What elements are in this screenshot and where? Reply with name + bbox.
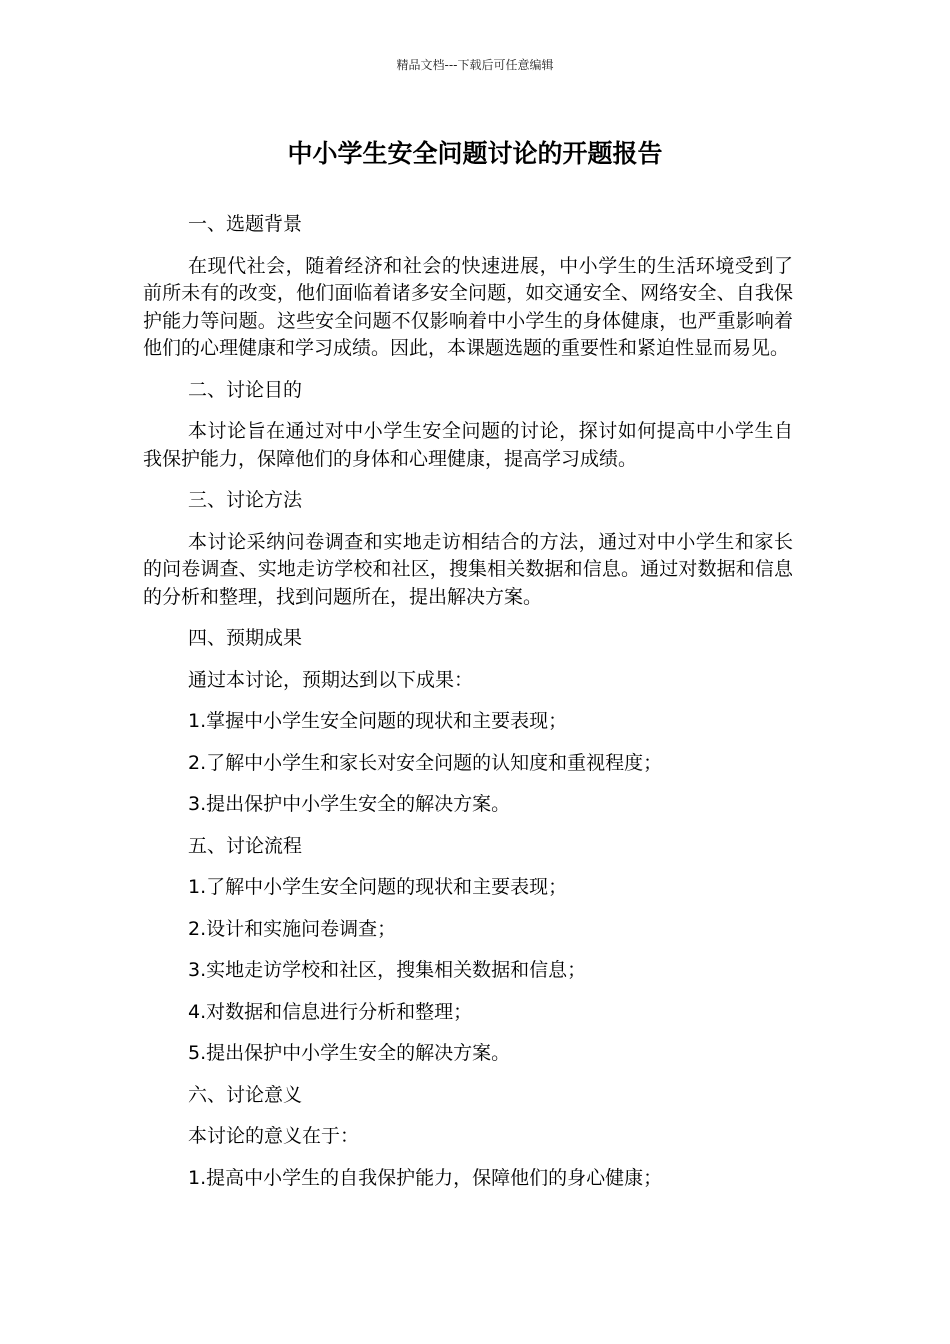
section-heading-significance: 六、讨论意义 (188, 1083, 303, 1106)
list-item: 4.对数据和信息进行分析和整理； (188, 1000, 473, 1023)
list-item: 2.了解中小学生和家长对安全问题的认知度和重视程度； (188, 751, 663, 774)
section-heading-purpose: 二、讨论目的 (188, 378, 303, 401)
list-item: 2.设计和实施问卷调查； (188, 917, 397, 940)
paragraph-expected-intro: 通过本讨论，预期达到以下成果： (188, 668, 474, 691)
paragraph-purpose: 本讨论旨在通过对中小学生安全问题的讨论，探讨如何提高中小学生自我保护能力，保障他们的身体和心理健康，提高学习成绩。 (143, 420, 793, 470)
list-item: 1.掌握中小学生安全问题的现状和主要表现； (188, 710, 568, 732)
list-item: 3.实地走访学校和社区，搜集相关数据和信息； (188, 959, 587, 981)
list-item: 1.提高中小学生的自我保护能力，保障他们的身心健康； (188, 1166, 663, 1189)
paragraph-background: 在现代社会，随着经济和社会的快速进展，中小学生的生活环境受到了前所未有的改变，他们面临着诸多安全问题，如交通安全、网络安全、自我保护能力等问题。这些安全问题不仅影响着中小学生的身体健康，也严重影响着他们的心理健康和学习成绩。因此，本课题选题的重要性和紧迫性显而易见。 (143, 254, 793, 359)
section-heading-method: 三、讨论方法 (188, 489, 303, 511)
list-item: 1.了解中小学生安全问题的现状和主要表现； (188, 876, 568, 898)
document-title: 中小学生安全问题讨论的开题报告 (287, 139, 663, 168)
list-item: 5.提出保护中小学生安全的解决方案。 (188, 1042, 511, 1064)
paragraph-method: 本讨论采纳问卷调查和实地走访相结合的方法，通过对中小学生和家长的问卷调查、实地走访学校和社区，搜集相关数据和信息。通过对数据和信息的分析和整理，找到问题所在，提出解决方案。 (143, 530, 793, 608)
header-note: 精品文档---下载后可任意编辑 (396, 58, 554, 72)
document-body (143, 211, 793, 1192)
section-heading-expected-results: 四、预期成果 (188, 627, 303, 649)
section-heading-process: 五、讨论流程 (188, 834, 303, 857)
section-heading-background: 一、选题背景 (188, 213, 303, 235)
paragraph-significance-intro: 本讨论的意义在于： (188, 1125, 360, 1147)
list-item: 3.提出保护中小学生安全的解决方案。 (188, 793, 511, 815)
